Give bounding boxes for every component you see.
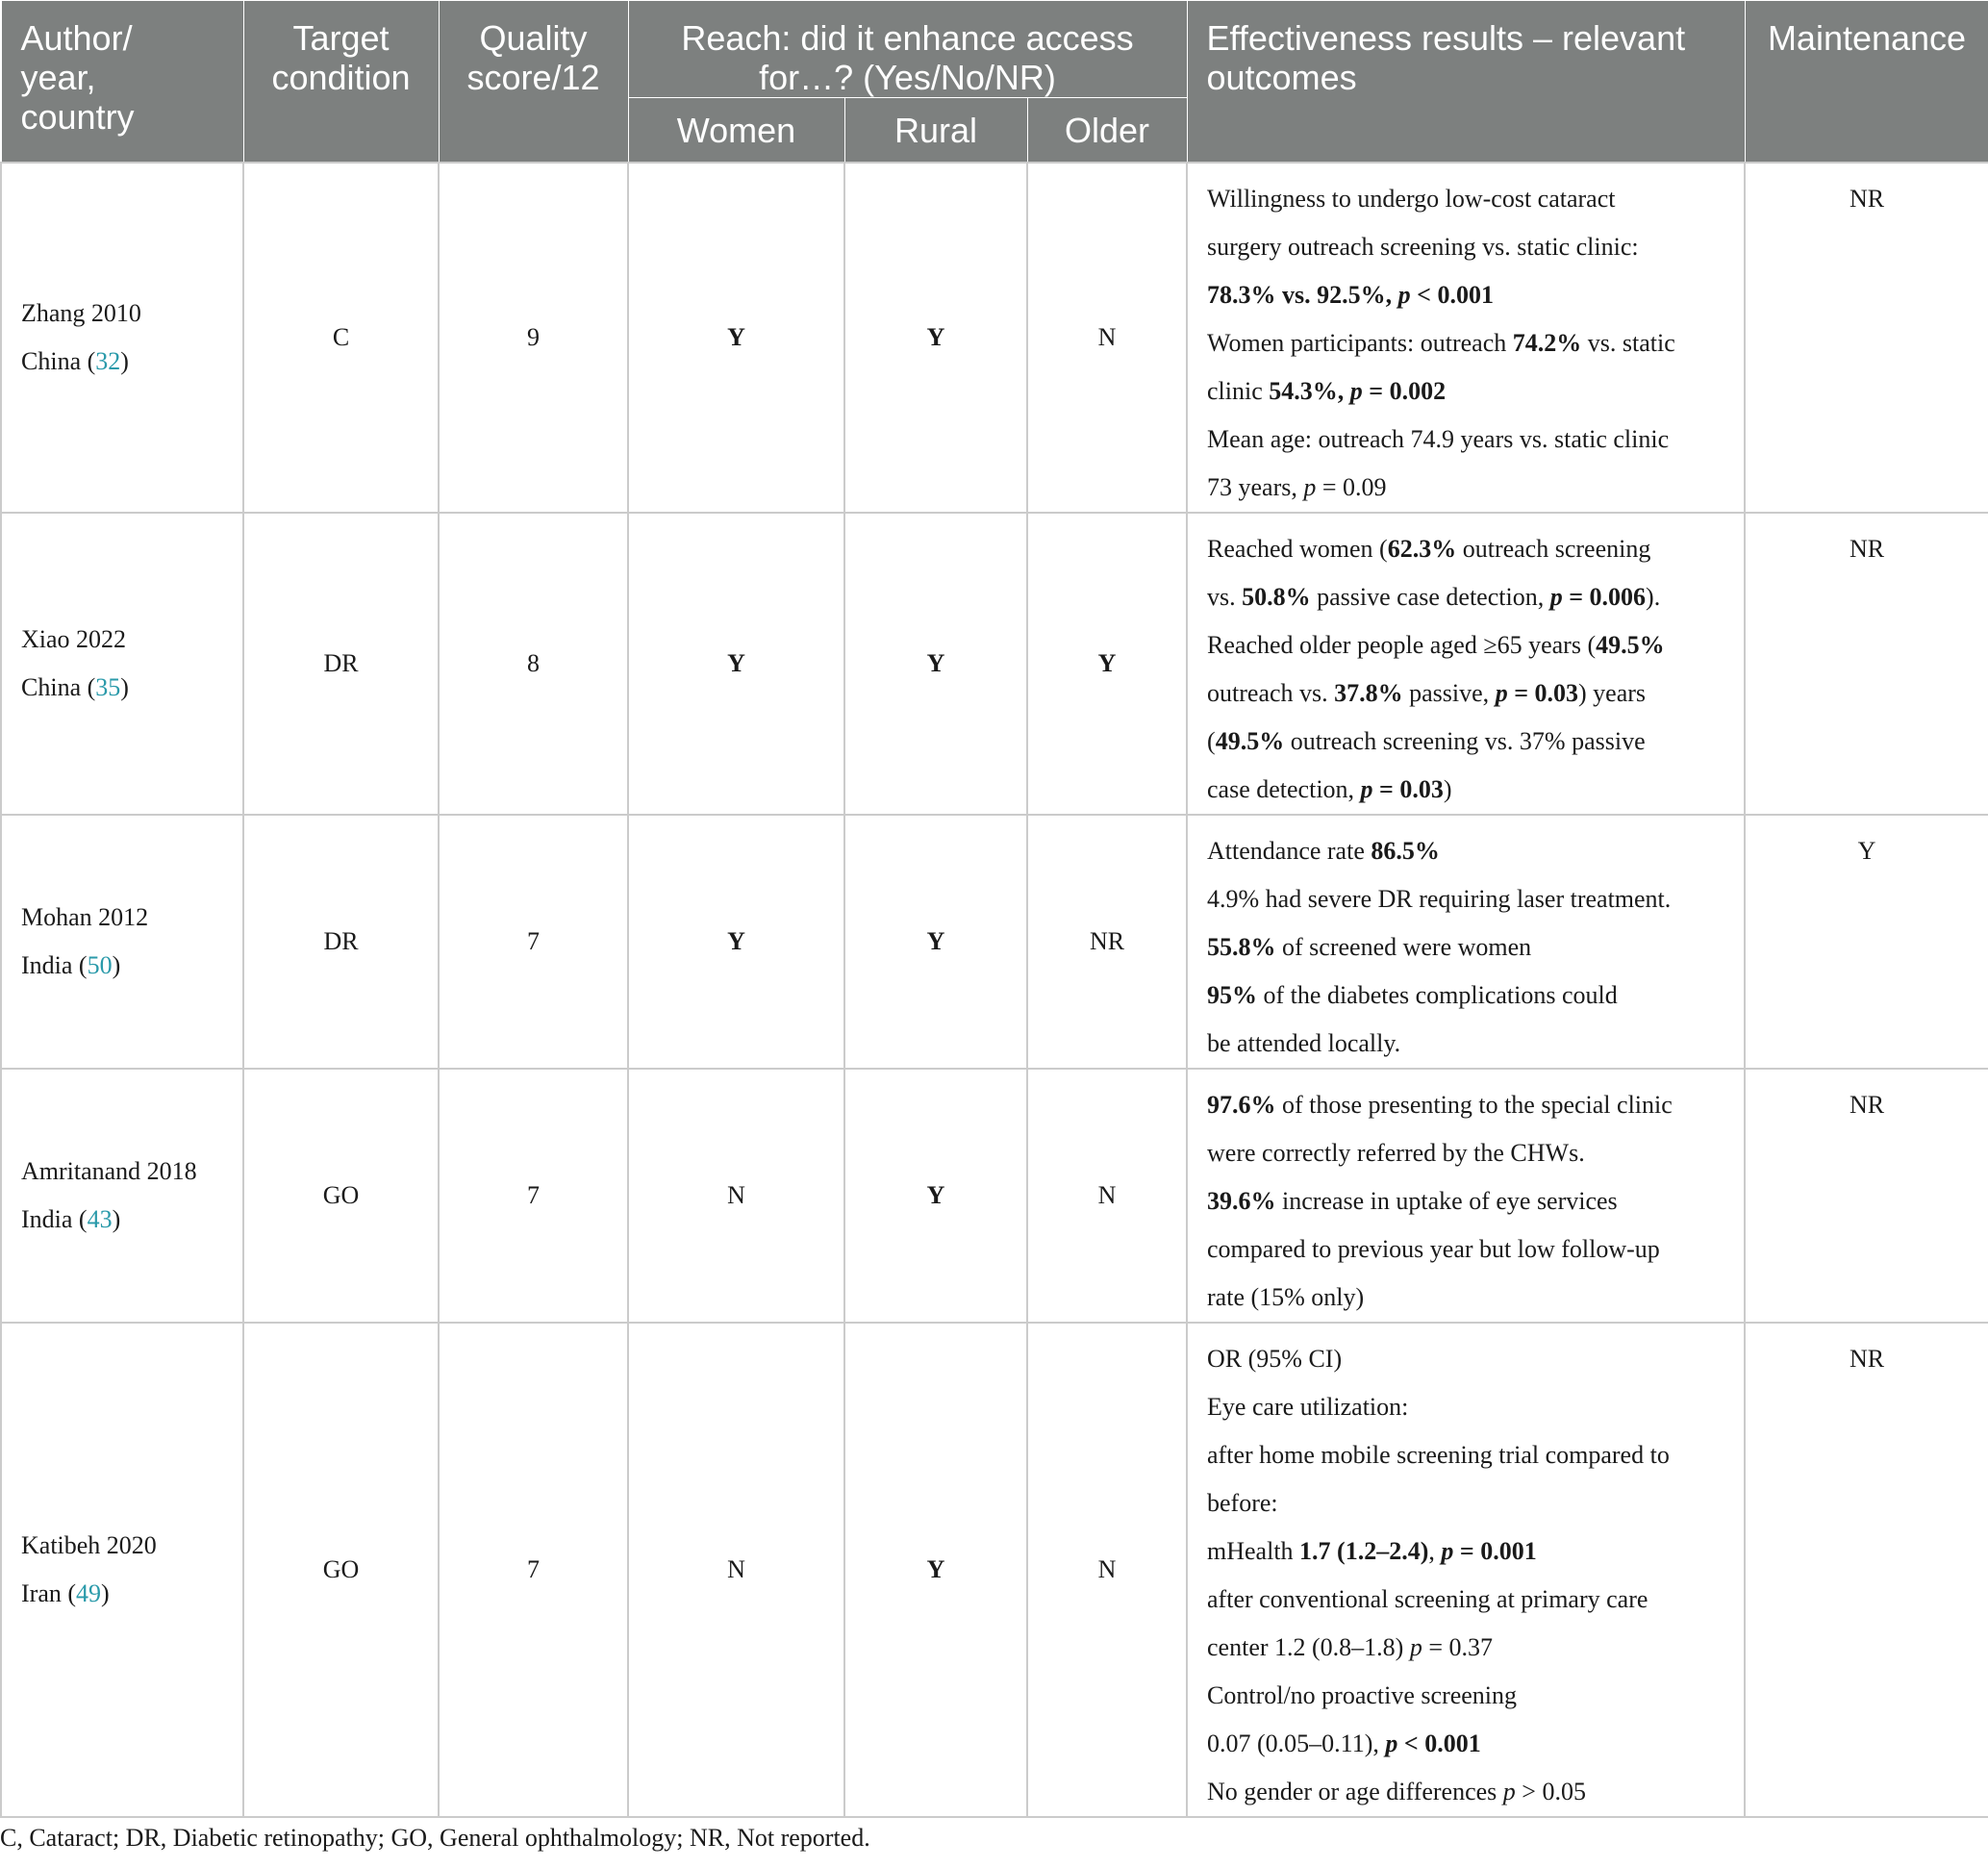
maintenance-cell: NR xyxy=(1745,1069,1988,1323)
reach-women-cell: Y xyxy=(628,815,844,1069)
reach-older-cell: N xyxy=(1027,1069,1187,1323)
result-line: No gender or age differences p > 0.05 xyxy=(1207,1778,1586,1805)
result-line: Eye care utilization: xyxy=(1207,1393,1409,1421)
header-older: Older xyxy=(1027,98,1187,164)
result-line: Attendance rate 86.5% xyxy=(1207,837,1440,865)
header-women: Women xyxy=(628,98,844,164)
table-row xyxy=(1,815,1988,1069)
result-line: center 1.2 (0.8–1.8) p = 0.37 xyxy=(1207,1633,1494,1661)
result-line: were correctly referred by the CHWs. xyxy=(1207,1139,1585,1167)
quality-score-cell: 7 xyxy=(439,815,628,1069)
reach-women-cell: N xyxy=(628,1069,844,1323)
target-condition-cell: GO xyxy=(243,1069,439,1323)
result-line: (49.5% outreach screening vs. 37% passive xyxy=(1207,727,1646,755)
result-line: OR (95% CI) xyxy=(1207,1345,1343,1373)
result-line: Reached older people aged ≥65 years (49.5% xyxy=(1207,631,1665,659)
result-line: clinic 54.3%, p = 0.002 xyxy=(1207,377,1447,405)
reference-link[interactable]: 35 xyxy=(95,673,121,701)
effectiveness-cell xyxy=(1187,1323,1745,1817)
reach-older-cell: N xyxy=(1027,163,1187,513)
header-effectiveness: Effectiveness results – relevant outcomes xyxy=(1187,1,1745,164)
result-line: after home mobile screening trial compared to xyxy=(1207,1441,1670,1469)
reach-rural-cell: Y xyxy=(844,1323,1027,1817)
result-line: Women participants: outreach 74.2% vs. static xyxy=(1207,329,1675,357)
reach-older-cell: NR xyxy=(1027,815,1187,1069)
result-line: 4.9% had severe DR requiring laser treatment. xyxy=(1207,885,1672,913)
header-author: Author/ year, country xyxy=(1,1,243,164)
table-row xyxy=(1,513,1988,815)
header-rural: Rural xyxy=(844,98,1027,164)
reach-rural-cell: Y xyxy=(844,815,1027,1069)
result-line: Control/no proactive screening xyxy=(1207,1681,1518,1709)
target-condition-cell: C xyxy=(243,163,439,513)
effectiveness-cell xyxy=(1187,815,1745,1069)
quality-score-cell: 7 xyxy=(439,1069,628,1323)
result-line: case detection, p = 0.03) xyxy=(1207,775,1452,803)
maintenance-cell: NR xyxy=(1745,163,1988,513)
table-row xyxy=(1,1069,1988,1323)
quality-score-cell: 8 xyxy=(439,513,628,815)
reach-rural-cell: Y xyxy=(844,1069,1027,1323)
target-condition-cell: DR xyxy=(243,815,439,1069)
reach-rural-cell: Y xyxy=(844,163,1027,513)
reach-rural-cell: Y xyxy=(844,513,1027,815)
header-target-condition: Target condition xyxy=(243,1,439,164)
result-line: 97.6% of those presenting to the special clinic xyxy=(1207,1091,1673,1119)
reference-link[interactable]: 32 xyxy=(95,347,121,375)
result-line: outreach vs. 37.8% passive, p = 0.03) years xyxy=(1207,679,1647,707)
reach-older-cell: Y xyxy=(1027,513,1187,815)
result-line: Reached women (62.3% outreach screening xyxy=(1207,535,1651,563)
result-line: surgery outreach screening vs. static clinic: xyxy=(1207,233,1639,261)
result-line: Mean age: outreach 74.9 years vs. static clinic xyxy=(1207,425,1670,453)
study-cell: Zhang 2010 China (32) xyxy=(1,163,243,513)
effectiveness-cell xyxy=(1187,513,1745,815)
quality-score-cell: 7 xyxy=(439,1323,628,1817)
result-line: rate (15% only) xyxy=(1207,1283,1365,1311)
effectiveness-cell xyxy=(1187,1069,1745,1323)
reference-link[interactable]: 49 xyxy=(76,1579,102,1607)
table-row xyxy=(1,163,1988,513)
result-line: vs. 50.8% passive case detection, p = 0.006). xyxy=(1207,583,1661,611)
table-footnote: C, Cataract; DR, Diabetic retinopathy; GO, General ophthalmology; NR, Not reported. xyxy=(0,1824,870,1852)
study-cell: Amritanand 2018 India (43) xyxy=(1,1069,243,1323)
result-line: 73 years, p = 0.09 xyxy=(1207,473,1387,501)
study-cell: Xiao 2022 China (35) xyxy=(1,513,243,815)
header-maintenance: Maintenance xyxy=(1745,1,1988,164)
result-line: Willingness to undergo low-cost cataract xyxy=(1207,185,1616,213)
reach-women-cell: Y xyxy=(628,513,844,815)
result-line: before: xyxy=(1207,1489,1278,1517)
reach-women-cell: Y xyxy=(628,163,844,513)
target-condition-cell: DR xyxy=(243,513,439,815)
header-reach: Reach: did it enhance access for…? (Yes/No/NR) xyxy=(628,1,1187,98)
result-line: 0.07 (0.05–0.11), p < 0.001 xyxy=(1207,1729,1481,1757)
study-cell: Mohan 2012 India (50) xyxy=(1,815,243,1069)
result-line: 39.6% increase in uptake of eye services xyxy=(1207,1187,1618,1215)
table-row xyxy=(1,1323,1988,1817)
reference-link[interactable]: 43 xyxy=(87,1205,113,1233)
reach-older-cell: N xyxy=(1027,1323,1187,1817)
result-line: mHealth 1.7 (1.2–2.4), p = 0.001 xyxy=(1207,1537,1537,1565)
study-cell: Katibeh 2020 Iran (49) xyxy=(1,1323,243,1817)
reach-women-cell: N xyxy=(628,1323,844,1817)
header-quality-score: Quality score/12 xyxy=(439,1,628,164)
reference-link[interactable]: 50 xyxy=(87,951,113,979)
target-condition-cell: GO xyxy=(243,1323,439,1817)
result-line: compared to previous year but low follow-up xyxy=(1207,1235,1660,1263)
maintenance-cell: Y xyxy=(1745,815,1988,1069)
result-line: after conventional screening at primary care xyxy=(1207,1585,1648,1613)
result-line: 95% of the diabetes complications could xyxy=(1207,981,1618,1009)
result-line: 78.3% vs. 92.5%, p < 0.001 xyxy=(1207,281,1494,309)
result-line: be attended locally. xyxy=(1207,1029,1401,1057)
effectiveness-cell xyxy=(1187,163,1745,513)
quality-score-cell: 9 xyxy=(439,163,628,513)
maintenance-cell: NR xyxy=(1745,513,1988,815)
result-line: 55.8% of screened were women xyxy=(1207,933,1532,961)
maintenance-cell: NR xyxy=(1745,1323,1988,1817)
